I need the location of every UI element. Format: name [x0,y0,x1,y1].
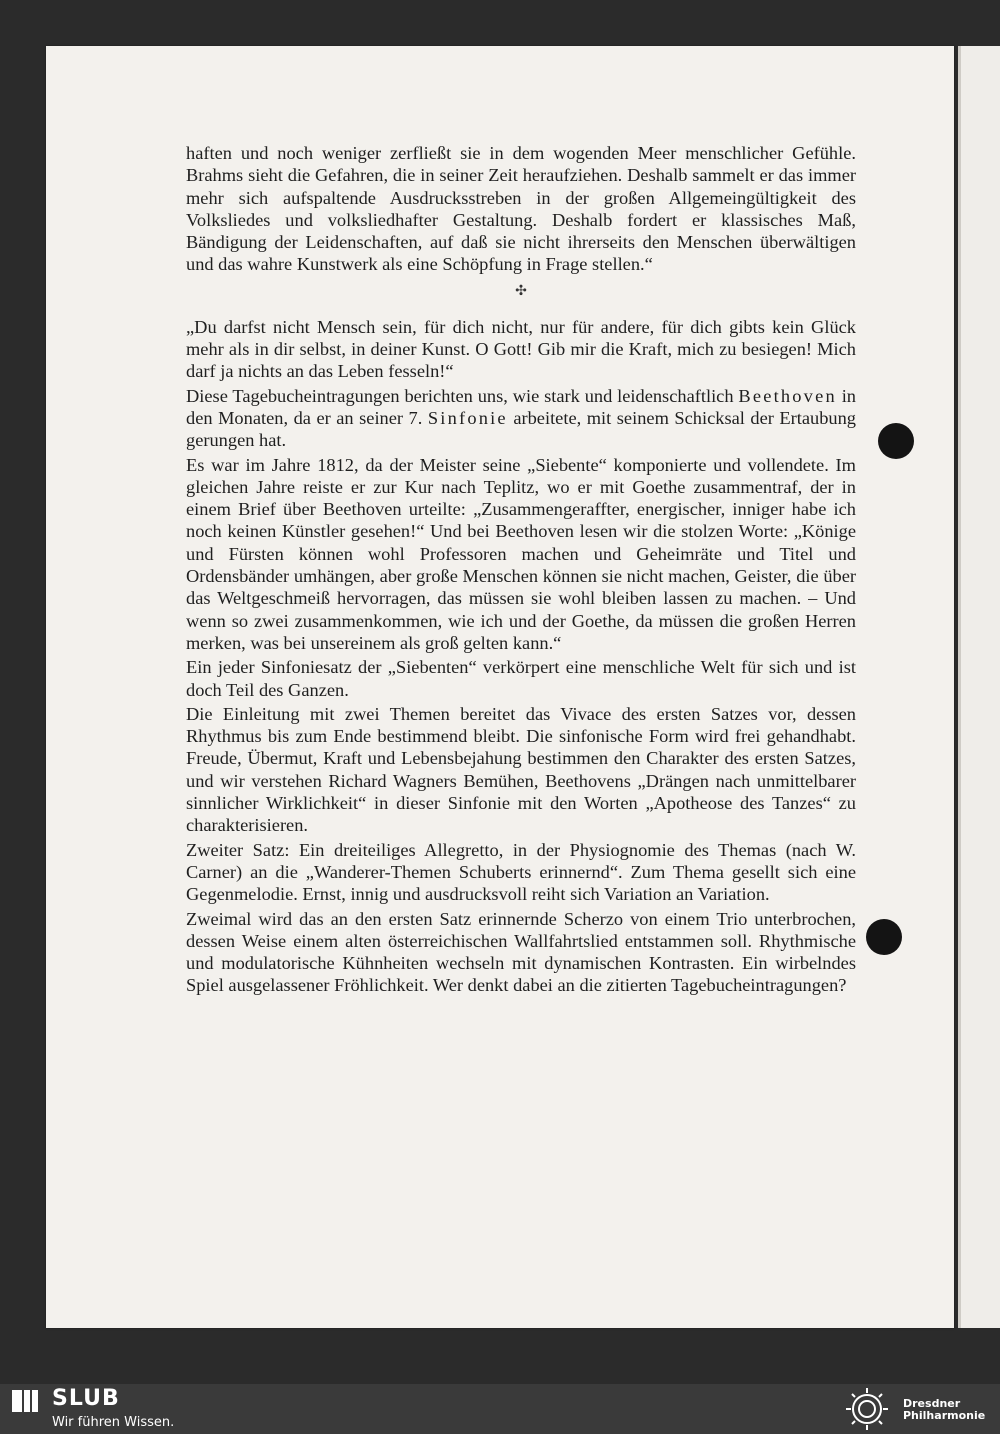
next-page-edge [958,46,1000,1328]
library-tagline: Wir führen Wissen. [52,1415,175,1430]
punch-hole [878,423,914,459]
paragraph [186,385,856,452]
paragraph: Es war im Jahre 1812, da der Meister seine „Siebente“ komponierte und vollendete. Im gleichen Jahre reiste er zur Kur nach Teplitz, wo er mit Goethe zusammentraf, der in einem Brief über Beethoven urteilte: „Zusammengeraffter, energischer, inniger habe ich noch keinen Künstler gesehen!“ Und bei Beethoven lesen wir die stolzen Worte: „Könige und Fürsten können wohl Professoren machen und Geheimräte und Titel und Ordensbänder umhängen, aber große Menschen können sie nicht machen, Geister, die über das Weltgeschmeiß hervorragen, das müssen sie wohl bleiben lassen zu machen. – Und wenn so zwei zusammenkommen, wie ich und der Goethe, da müssen die großen Herren merken, was bei unsereinem als groß gelten kann.“ [186,454,856,653]
paragraph: haften und noch weniger zerfließt sie in dem wogenden Meer menschlicher Gefühle. Brahms sieht die Gefahren, die in seiner Zeit heraufziehen. Deshalb sammelt er das immer mehr sich aufspaltende Ausdrucksstreben in der großen Allgemeingültigkeit des Volksliedes und volksliedhafter Gestaltung. Deshalb fordert er klassisches Maß, Bändigung der Leidenschaften, auf daß sie nicht ihrerseits den Menschen überwältigen und das wahre Kunstwerk als eine Schöpfung in Frage stellen.“ [186,143,856,275]
footer-bar [0,1384,1000,1434]
philharmonie-logo-icon[interactable] [842,1386,892,1432]
text-segment: in den Monaten, da er an seiner 7. [186,385,856,428]
paragraph: Zweimal wird das an den ersten Satz erinnernde Scherzo von einem Trio unterbrochen, dessen Weise einem alten österreichischen Wallfahrtslied entstammen soll. Rhythmische und modulatorische Kühnheiten wechseln mit dynamischen Kontrasten. Ein wirbelndes Spiel ausgelassener Fröhlichkeit. Wer denkt dabei an die zitierten Tagebucheintragungen? [186,908,856,996]
partner-name-line: Dresdner [903,1397,961,1410]
text-segment: arbeitete, mit seinem Schicksal der Ertaubung gerungen hat. [186,407,856,451]
paragraph: Ein jeder Sinfoniesatz der „Siebenten“ verkörpert eine menschliche Welt für sich und ist doch Teil des Ganzen. [186,657,856,700]
document-body [186,142,856,999]
spaced-name: Beethoven [738,385,837,406]
partner-name[interactable] [903,1398,985,1422]
text-segment: Diese Tagebucheintragungen berichten uns, wie stark und leidenschaftlich [186,385,739,406]
library-name[interactable]: SLUB [52,1386,120,1411]
partner-name-line: Philharmonie [903,1409,986,1422]
spaced-work: Sinfonie [427,407,508,428]
punch-hole [866,919,902,955]
paragraph: Die Einleitung mit zwei Themen bereitet das Vivace des ersten Satzes vor, dessen Rhythmus bis zum Ende bestimmend bleibt. Die sinfonische Form wird frei gehandhabt. Freude, Übermut, Kraft und Lebensbejahung bestimmen den Charakter des ersten Satzes, und wir verstehen Richard Wagners Bemühen, Beethovens „Drängen nach unmittelbarer sinnlicher Wirklichkeit“ in dieser Sinfonie mit den Worten „Apotheose des Tanzes“ zu charakterisieren. [186,703,856,836]
slub-logo-icon[interactable] [10,1388,40,1414]
paragraph: Zweiter Satz: Ein dreiteiliges Allegretto, in der Physiognomie des Themas (nach W. Carner) an die „Wanderer-Themen Schuberts erinnernd“. Zum Thema gesellt sich eine Gegenmelodie. Ernst, innig und ausdrucksvoll reiht sich Variation an Variation. [186,839,856,905]
separator-ornament: ✣ [515,283,527,299]
paragraph: „Du darfst nicht Mensch sein, für dich nicht, nur für andere, für dich gibts kein Glück mehr als in dir selbst, in deiner Kunst. O Gott! Gib mir die Kraft, mich zu besiegen! Mich darf ja nichts an das Leben fesseln!“ [186,316,856,382]
